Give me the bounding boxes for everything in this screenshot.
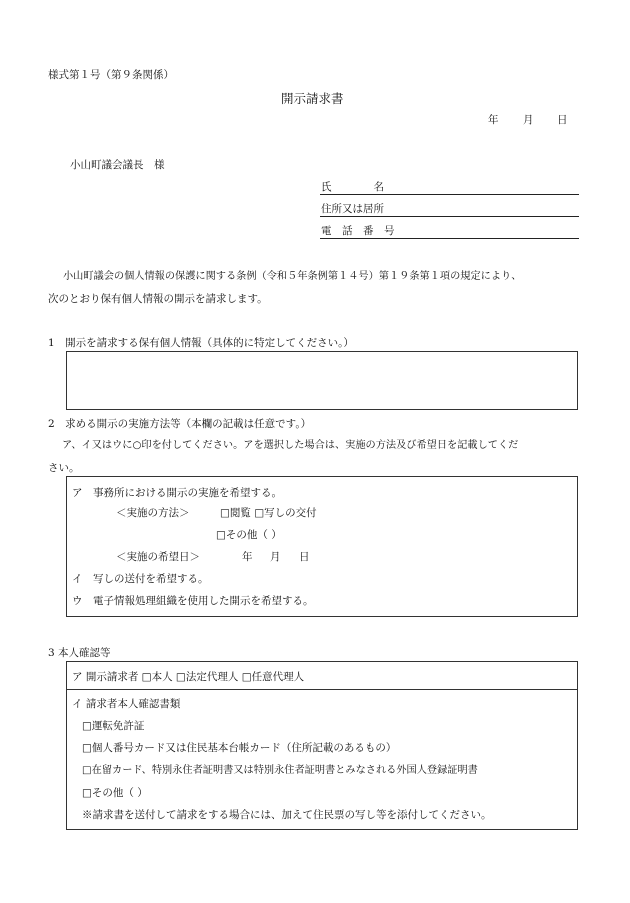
name-field[interactable] [320,194,579,195]
method-label: ＜実施の方法＞ [116,507,190,519]
desired-date-label: ＜実施の希望日＞ [116,551,200,563]
id-documents-title: イ 請求者本人確認書類 [72,698,181,710]
form-number: 様式第１号（第９条関係） [48,69,174,81]
body-text-line2: 次のとおり保有個人情報の開示を請求します。 [48,293,268,305]
doc-other-checkbox[interactable]: □その他（ ） [82,787,148,799]
desired-date-year: 年 [242,551,253,563]
section2-heading: 2 求める開示の実施方法等（本欄の記載は任意です。） [48,418,312,430]
page-title: 開示請求書 [281,91,344,106]
phone-label: 電 話 番 号 [321,225,395,237]
method-other-checkbox[interactable]: □その他（ ） [216,529,282,541]
body-text-line1: 小山町議会の個人情報の保護に関する条例（令和５年条例第１４号）第１９条第１項の規定により、 [63,271,522,282]
doc-residence-card-checkbox[interactable]: □在留カード、特別永住者証明書又は特別永住者証明書とみなされる外国人登録証明書 [82,765,478,776]
section3-heading: 3 本人確認等 [48,647,111,659]
phone-field[interactable] [320,238,579,239]
address-field[interactable] [320,216,579,217]
personal-info-textarea[interactable] [66,351,578,410]
name-label: 氏 名 [321,181,384,193]
section1-heading: 1 開示を請求する保有個人情報（具体的に特定してください。） [48,337,354,349]
date-month-label: 月 [523,114,534,126]
option-a[interactable]: ア 事務所における開示の実施を希望する。 [72,487,282,499]
address-label: 住所又は居所 [321,203,384,215]
divider [66,689,578,690]
method-view-copy-checkbox[interactable]: □閲覧 □写しの交付 [220,507,317,519]
option-u[interactable]: ウ 電子情報処理組織を使用した開示を希望する。 [72,595,314,607]
requester-type-row[interactable]: ア 開示請求者 □本人 □法定代理人 □任意代理人 [72,671,305,683]
doc-my-number-card-checkbox[interactable]: □個人番号カード又は住民基本台帳カード（住所記載のあるもの） [82,742,397,754]
section2-note-line1: ア、イ又はウに○印を付してください。アを選択した場合は、実施の方法及び希望日を記載してくだ [62,440,519,451]
section2-note-line2: さい。 [48,462,80,474]
date-day-label: 日 [557,114,568,126]
desired-date-month: 月 [270,551,281,563]
option-i[interactable]: イ 写しの送付を希望する。 [72,573,209,585]
mail-request-note: ※請求書を送付して請求をする場合には、加えて住民票の写し等を添付してください。 [82,809,492,821]
date-year-label: 年 [488,114,499,126]
doc-drivers-license-checkbox[interactable]: □運転免許証 [82,720,145,732]
desired-date-day: 日 [299,551,310,563]
addressee: 小山町議会議長 様 [70,159,165,171]
